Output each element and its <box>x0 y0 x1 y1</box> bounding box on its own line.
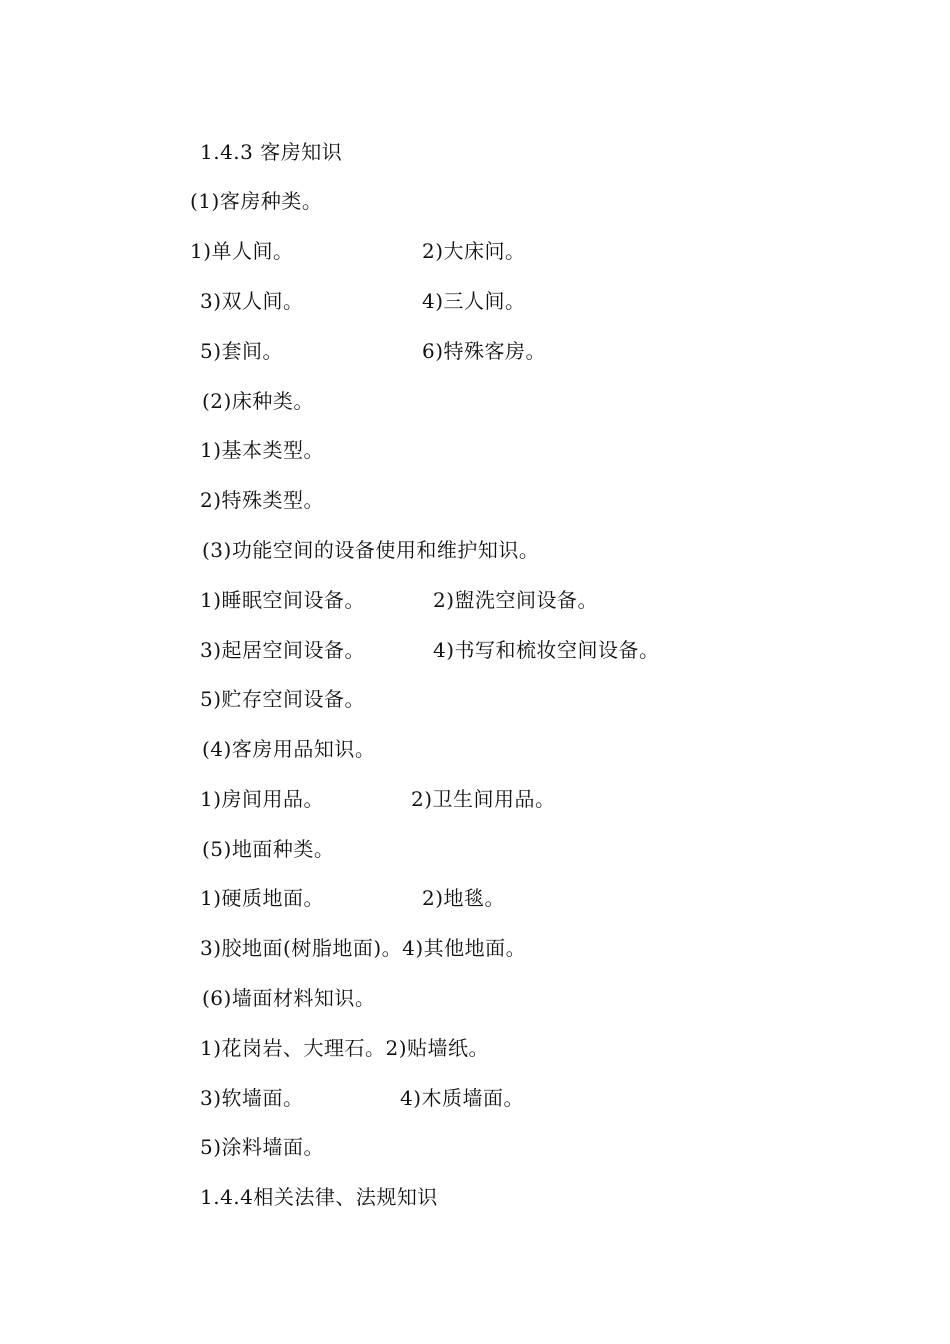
list-item: 2)卫生间用品。 <box>411 787 556 811</box>
subsection-heading: (2)床种类。 <box>202 389 314 413</box>
list-item: 3)软墙面。 <box>200 1086 304 1110</box>
list-item: 2)地毯。 <box>422 886 506 910</box>
subsection-heading: (1)客房种类。 <box>190 189 323 213</box>
list-item: 1)单人间。 <box>190 239 294 263</box>
list-item: 3)双人间。 <box>200 289 304 313</box>
subsection-heading: (3)功能空间的设备使用和维护知识。 <box>202 538 540 562</box>
list-item: 1)睡眠空间设备。 <box>200 588 366 612</box>
subsection-heading: (6)墙面材料知识。 <box>202 986 376 1010</box>
list-item: 4)木质墙面。 <box>400 1086 525 1110</box>
list-item: 2)特殊类型。 <box>200 488 325 512</box>
section-heading: 1.4.4相关法律、法规知识 <box>200 1185 438 1209</box>
list-item: 5)涂料墙面。 <box>200 1135 325 1159</box>
list-item: 5)套间。 <box>200 339 284 363</box>
list-item: 2)盥洗空间设备。 <box>433 588 599 612</box>
list-item: 1)硬质地面。 <box>200 886 325 910</box>
section-heading: 1.4.3 客房知识 <box>200 140 343 164</box>
list-item: 3)起居空间设备。 <box>200 638 366 662</box>
list-item: 4)三人间。 <box>422 289 526 313</box>
list-item: 1)基本类型。 <box>200 438 325 462</box>
list-item: 1)花岗岩、大理石。2)贴墙纸。 <box>200 1036 490 1060</box>
subsection-heading: (4)客房用品知识。 <box>202 737 376 761</box>
list-item: 5)贮存空间设备。 <box>200 687 366 711</box>
list-item: 3)胶地面(树脂地面)。4)其他地面。 <box>200 936 527 960</box>
subsection-heading: (5)地面种类。 <box>202 837 335 861</box>
list-item: 6)特殊客房。 <box>422 339 547 363</box>
list-item: 4)书写和梳妆空间设备。 <box>433 638 660 662</box>
list-item: 2)大床问。 <box>422 239 526 263</box>
list-item: 1)房间用品。 <box>200 787 325 811</box>
